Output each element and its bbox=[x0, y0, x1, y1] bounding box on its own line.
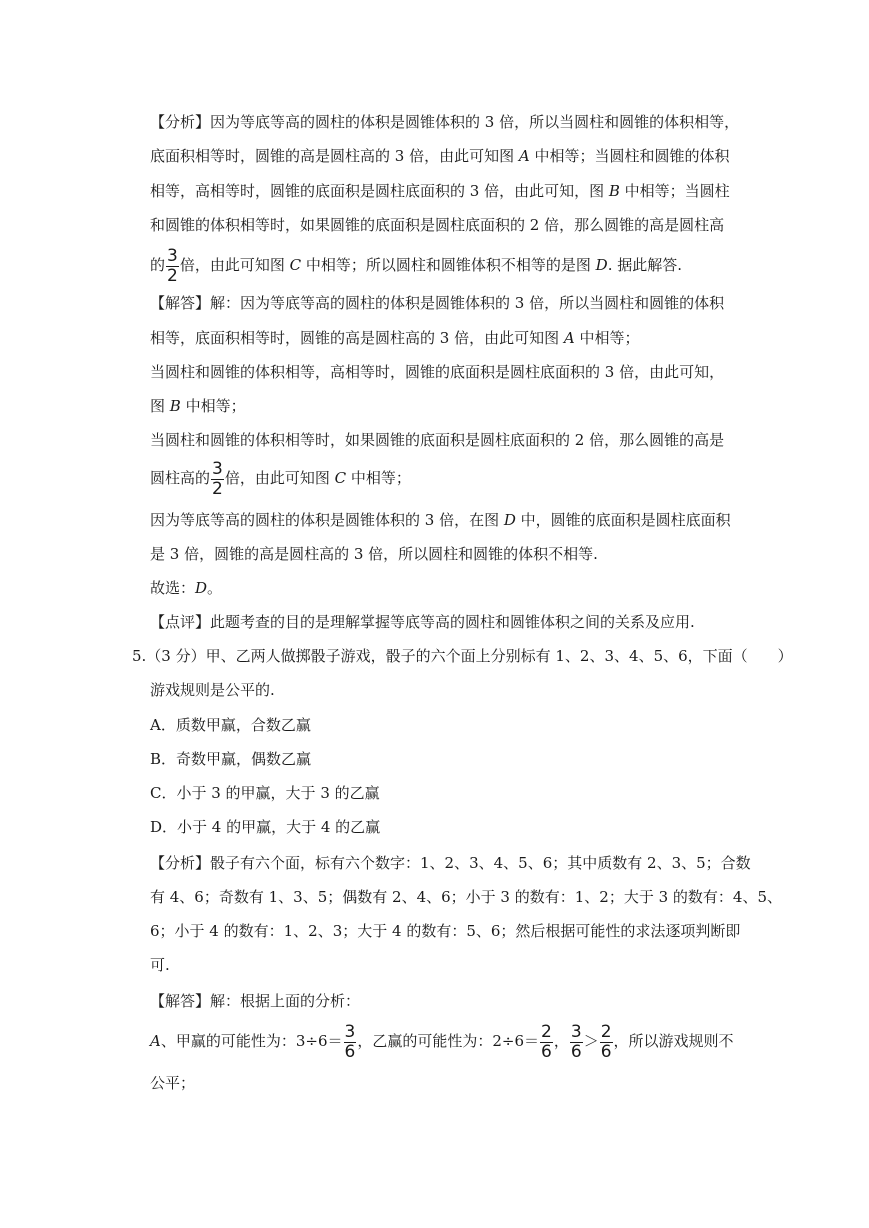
q5-solution-line-b: 公平； bbox=[150, 1074, 196, 1092]
solution-line-8: 是 3 倍，圆锥的高是圆柱高的 3 倍，所以圆柱和圆锥的体积不相等. bbox=[150, 545, 598, 563]
question-5-stem-cont: 游戏规则是公平的. bbox=[150, 681, 275, 699]
q5-solution-line-a: A、甲赢的可能性为：3÷6＝ $\frac{3}{6}$ ，乙赢的可能性为：2÷6＝ $\frac{2}{6}$ ， $\frac{3}{6}$ ＞ $\frac{2}{6}$ ，所以游戏规则不 bbox=[150, 1021, 734, 1062]
option-d: D．小于 4 的甲赢，大于 4 的乙赢 bbox=[150, 818, 381, 836]
solution-line-3: 当圆柱和圆锥的体积相等，高相等时，圆锥的底面积是圆柱底面积的 3 倍，由此可知， bbox=[150, 363, 725, 381]
comment-line: 【点评】此题考查的目的是理解掌握等底等高的圆柱和圆锥体积之间的关系及应用. bbox=[150, 613, 695, 631]
q5-analysis-line-4: 可. bbox=[150, 956, 170, 974]
analysis-line-4: 和圆锥的体积相等时，如果圆锥的底面积是圆柱底面积的 2 倍，那么圆锥的高是圆柱高 bbox=[150, 216, 725, 234]
solution-answer: 故选：D。 bbox=[150, 579, 223, 597]
q5-analysis-line-2: 有 4、6；奇数有 1、3、5；偶数有 2、4、6；小于 3 的数有：1、2；大于 3 的数有：4、5、 bbox=[150, 888, 782, 906]
option-c: C．小于 3 的甲赢，大于 3 的乙赢 bbox=[150, 784, 380, 802]
q5-analysis-line-1: 【分析】骰子有六个面，标有六个数字：1、2、3、4、5、6；其中质数有 2、3、5；合数 bbox=[150, 854, 751, 872]
analysis-line-5: 的 $\frac{3}{2}$ 倍，由此可知图 C 中相等；所以圆柱和圆锥体积不相等的是图 D. 据此解答. bbox=[150, 245, 682, 286]
solution-line-1: 【解答】解：因为等底等高的圆柱的体积是圆锥体积的 3 倍，所以当圆柱和圆锥的体积 bbox=[150, 294, 725, 312]
fraction-three-sixths: $\frac{3}{6}$ bbox=[344, 1021, 356, 1062]
solution-line-6: 圆柱高的 $\frac{3}{2}$ 倍，由此可知图 C 中相等； bbox=[150, 458, 411, 499]
fraction-two-sixths: $\frac{2}{6}$ bbox=[600, 1021, 612, 1062]
fraction-three-halves: $\frac{3}{2}$ bbox=[212, 458, 223, 499]
solution-line-5: 当圆柱和圆锥的体积相等时，如果圆锥的底面积是圆柱底面积的 2 倍，那么圆锥的高是 bbox=[150, 431, 725, 449]
fraction-three-sixths: $\frac{3}{6}$ bbox=[570, 1021, 582, 1062]
analysis-line-1: 【分析】因为等底等高的圆柱的体积是圆锥体积的 3 倍，所以当圆柱和圆锥的体积相等， bbox=[150, 113, 740, 131]
solution-line-4: 图 B 中相等； bbox=[150, 397, 246, 415]
option-b: B．奇数甲赢，偶数乙赢 bbox=[150, 750, 312, 768]
analysis-line-2: 底面积相等时，圆锥的高是圆柱高的 3 倍，由此可知图 A 中相等；当圆柱和圆锥的体积 bbox=[150, 147, 730, 165]
q5-solution-intro: 【解答】解：根据上面的分析： bbox=[150, 992, 361, 1010]
option-a: A．质数甲赢，合数乙赢 bbox=[150, 716, 311, 734]
solution-line-2: 相等，底面积相等时，圆锥的高是圆柱高的 3 倍，由此可知图 A 中相等； bbox=[150, 329, 640, 347]
question-5-stem: 5.（3 分）甲、乙两人做掷骰子游戏，骰子的六个面上分别标有 1、2、3、4、5、6，下面（ ） bbox=[132, 647, 793, 665]
analysis-line-3: 相等，高相等时，圆锥的底面积是圆柱底面积的 3 倍，由此可知，图 B 中相等；当圆柱 bbox=[150, 182, 730, 200]
fraction-three-halves: $\frac{3}{2}$ bbox=[167, 245, 178, 286]
solution-line-7: 因为等底等高的圆柱的体积是圆锥体积的 3 倍，在图 D 中，圆锥的底面积是圆柱底面积 bbox=[150, 511, 731, 529]
fraction-two-sixths: $\frac{2}{6}$ bbox=[541, 1021, 552, 1062]
q5-analysis-line-3: 6；小于 4 的数有：1、2、3；大于 4 的数有：5、6；然后根据可能性的求法逐项判断即 bbox=[150, 922, 741, 940]
